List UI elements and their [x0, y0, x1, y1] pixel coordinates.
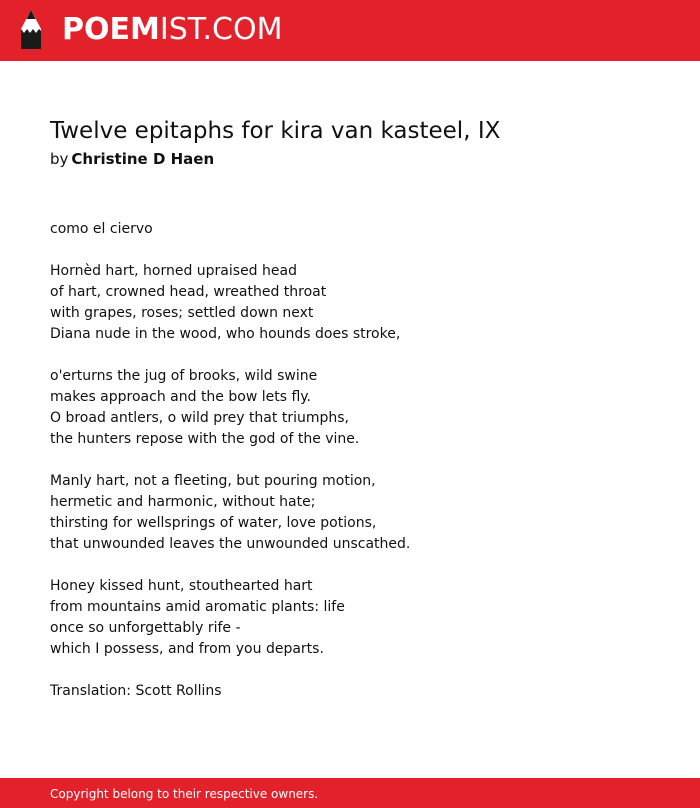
brand-name-rest: IST.COM: [159, 12, 283, 47]
poem-line: once so unforgettably rife -: [50, 620, 241, 636]
translation-credit: Translation: Scott Rollins: [50, 683, 222, 699]
poem-title: Twelve epitaphs for kira van kasteel, IX: [50, 118, 501, 144]
poem-line: [50, 345, 650, 366]
poem-line: makes approach and the bow lets fly.: [50, 389, 312, 405]
byline-prefix: by: [50, 150, 69, 168]
poem-line: [50, 660, 650, 681]
poem-line: Diana nude in the wood, who hounds does stroke,: [50, 326, 401, 342]
author-name: Christine D Haen: [71, 150, 215, 168]
poem-line: [50, 450, 650, 471]
byline: [50, 149, 214, 169]
poem-line: Manly hart, not a fleeting, but pouring motion,: [50, 473, 376, 489]
poem-line: that unwounded leaves the unwounded unscathed.: [50, 536, 411, 552]
poem-line: Hornèd hart, horned upraised head: [50, 263, 297, 279]
pencil-icon[interactable]: [17, 9, 45, 51]
site-logo[interactable]: [62, 12, 282, 48]
copyright-notice: Copyright belong to their respective owners.: [50, 787, 319, 801]
poem-line: the hunters repose with the god of the vine.: [50, 431, 360, 447]
brand-name-bold: POEM: [62, 12, 160, 47]
site-footer: [0, 778, 700, 808]
poem-line: [50, 555, 650, 576]
poem-line: O broad antlers, o wild prey that triumphs,: [50, 410, 349, 426]
poem-line: of hart, crowned head, wreathed throat: [50, 284, 327, 300]
poem-line: which I possess, and from you departs.: [50, 641, 324, 657]
poem-body: [50, 219, 650, 702]
poem-line: hermetic and harmonic, without hate;: [50, 494, 316, 510]
site-header: [0, 0, 700, 61]
poem-line: from mountains amid aromatic plants: life: [50, 599, 345, 615]
poem-line: with grapes, roses; settled down next: [50, 305, 314, 321]
poem-line: thirsting for wellsprings of water, love potions,: [50, 515, 377, 531]
poem-line: Honey kissed hunt, stouthearted hart: [50, 578, 313, 594]
poem-line: [50, 240, 650, 261]
poem-line: o'erturns the jug of brooks, wild swine: [50, 368, 318, 384]
poem-line: como el ciervo: [50, 221, 153, 237]
